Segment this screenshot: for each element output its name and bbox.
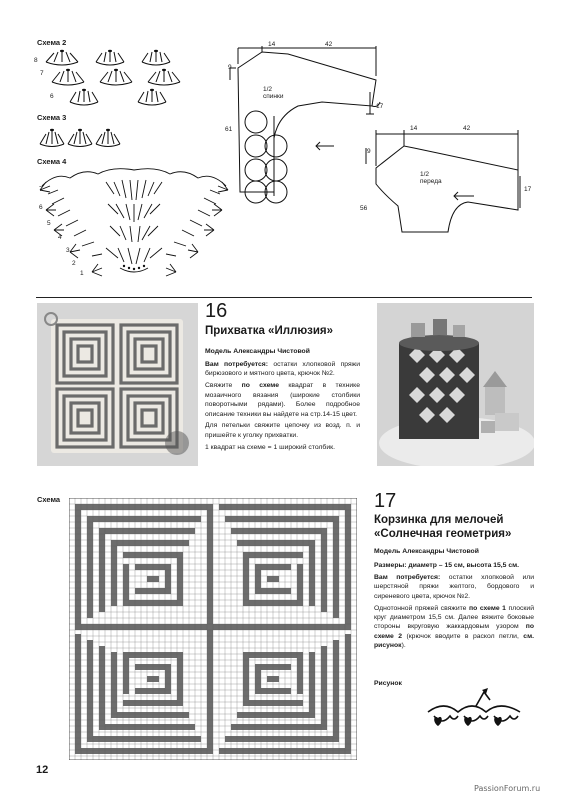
site-watermark: PassionForum.ru [474, 784, 541, 793]
scheme-4-row-6: 6 [39, 204, 43, 211]
back-dim-9: 9 [228, 64, 232, 71]
scheme-4-row-5: 5 [47, 220, 51, 227]
article-17-needs-text: остатки хлопковой или шерстяной пряжи желтого, бордового и сиреневого цвета, крючок №2. [374, 573, 535, 600]
scheme-4-row-1: 1 [80, 270, 84, 277]
scheme-3-diagram [38, 124, 128, 150]
section-divider [36, 297, 532, 298]
article-16-needs-text: остатки хлопковой пряжи бирюзового и мятного цвета, крючок №2. [205, 361, 360, 378]
mosaic-grid-chart [69, 498, 357, 760]
scheme-3-label: Схема 3 [37, 113, 67, 122]
article-17-pc: плоский круг диаметром 15,5 см. Далее вяжите боковые стороны вкруговую жаккардовым узором [374, 604, 534, 631]
article-16-title: Прихватка «Иллюзия» [205, 325, 334, 337]
scheme-4-label: Схема 4 [37, 157, 67, 166]
article-17-title-line2: «Солнечная геометрия» [374, 528, 512, 540]
article-17-needs-label: Вам потребуется: [374, 573, 441, 581]
article-17-author: Модель Александры Чистовой [374, 548, 479, 555]
scheme-2-row-8: 8 [34, 57, 38, 64]
scheme-4-row-2: 2 [72, 260, 76, 267]
article-17-pb: по схеме 1 [469, 604, 506, 612]
front-dim-56: 56 [360, 205, 368, 212]
article-16-p2b: по схеме [241, 382, 280, 390]
scheme-2-row-6: 6 [50, 93, 54, 100]
article-17-title-line1: Корзинка для мелочей [374, 514, 504, 526]
scheme-2-diagram [38, 48, 208, 110]
front-piece-label: 1/2 переда [420, 171, 442, 185]
article-17-pe: (крючок вводите в раскол петли, [402, 632, 524, 640]
back-dim-61: 61 [225, 126, 233, 133]
article-17-pd: по схеме 2 [374, 623, 534, 640]
grid-scheme-label: Схема [37, 495, 61, 504]
article-17-pf: см. рисунок [374, 632, 534, 650]
article-17-number: 17 [374, 490, 397, 512]
article-16-needs-label: Вам потребуется: [205, 361, 269, 368]
potholder-photo [37, 303, 198, 466]
scheme-4-row-7: 7 [39, 186, 43, 193]
scheme-4-diagram [36, 164, 232, 284]
scheme-4-row-4: 4 [58, 234, 62, 241]
back-piece-label: 1/2 спинки [263, 86, 284, 100]
article-17-pa: Однотонной пряжей свяжите [374, 604, 470, 612]
basket-photo [377, 303, 534, 466]
scheme-2-row-7: 7 [40, 70, 44, 77]
article-16-p2c: квадрат в технике мозаичного вязания (широкие столбики поворотными рядами). Более подробное описание техники вы найдете на стр.14-15 цвет. [205, 382, 360, 418]
article-16-loop-text: Для петельки свяжите цепочку из возд. п. и пришейте к уголку прихватки. [205, 422, 360, 439]
article-16-number: 16 [205, 300, 228, 322]
article-17-body [374, 561, 534, 653]
drawing-label: Рисунок [374, 680, 402, 687]
page-number: 12 [36, 764, 49, 776]
article-16-author: Модель Александры Чистовой [205, 348, 310, 355]
back-dim-17: 17 [376, 103, 384, 110]
article-16-body [205, 360, 360, 455]
stitch-drawing [424, 686, 524, 736]
article-17-sizes: Размеры: диаметр – 15 см, высота 15,5 см. [374, 562, 520, 569]
front-dim-17: 17 [524, 186, 532, 193]
garment-pattern-drawing [222, 36, 542, 250]
front-dim-42: 42 [463, 125, 471, 132]
article-16-p2a: Свяжите [205, 382, 242, 390]
article-16-legend-text: 1 квадрат на схеме = 1 широкий столбик. [205, 443, 335, 451]
front-dim-14: 14 [410, 125, 418, 132]
article-17-pg: ). [401, 642, 406, 650]
front-dim-9: 9 [367, 148, 371, 155]
back-dim-14: 14 [268, 41, 276, 48]
scheme-2-label: Схема 2 [37, 38, 67, 47]
scheme-4-row-3: 3 [66, 247, 70, 254]
back-dim-42: 42 [325, 41, 333, 48]
